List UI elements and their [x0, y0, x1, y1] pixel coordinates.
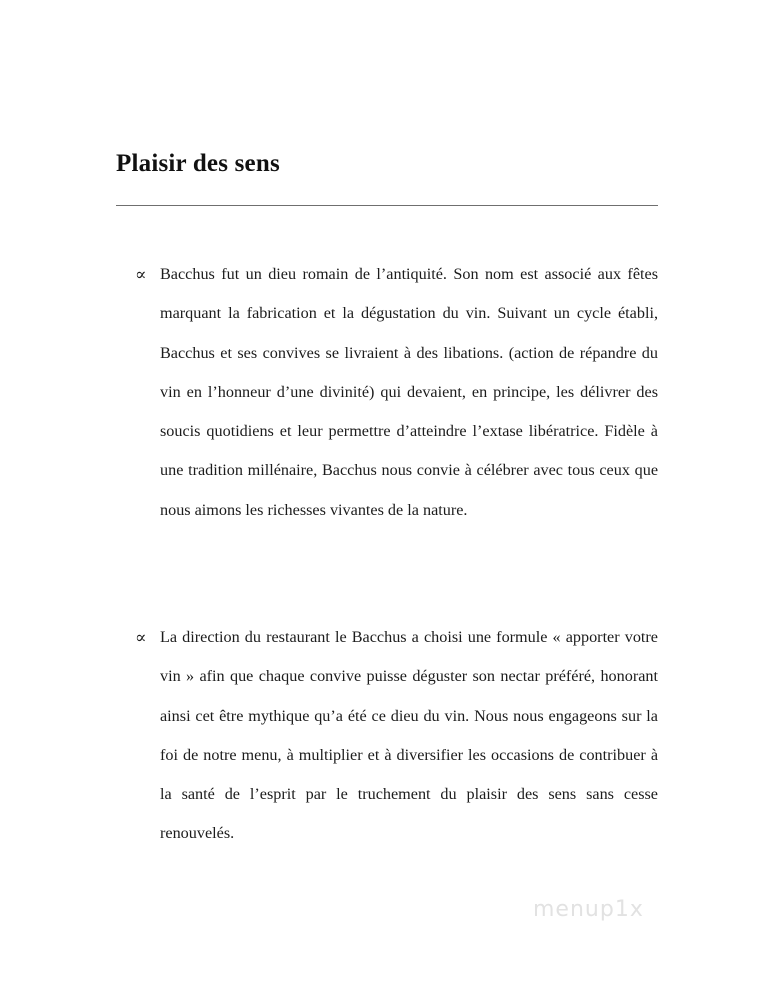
title-divider [116, 205, 658, 206]
bullet-icon: ∝ [135, 628, 147, 647]
page-title: Plaisir des sens [116, 150, 280, 177]
paragraph-text: Bacchus fut un dieu romain de l’antiquité. Son nom est associé aux fêtes marquant la fabrication et la dégustation du vin. Suivant un cycle établi, Bacchus et ses convives se livraient à des libations. (action de répandre du vin en l’honneur d’une divinité) qui devaient, en principe, les délivrer des soucis quotidiens et leur permettre d’atteindre l’extase libératrice. Fidèle à une tradition millénaire, Bacchus nous convie à célébrer avec tous ceux que nous aimons les richesses vivantes de la nature. [160, 265, 658, 519]
paragraph-bring-your-wine [135, 618, 658, 854]
watermark-logo: menup1x [533, 897, 644, 922]
paragraph-text: La direction du restaurant le Bacchus a choisi une formule « apporter votre vin » afin que chaque convive puisse déguster son nectar préféré, honorant ainsi cet être mythique qu’a été ce dieu du vin. Nous nous engageons sur la foi de notre menu, à multiplier et à diversifier les occasions de contribuer à la santé de l’esprit par le truchement du plaisir des sens sans cesse renouvelés. [160, 628, 658, 843]
bullet-icon: ∝ [135, 265, 147, 284]
paragraph-bacchus-history [135, 255, 658, 530]
